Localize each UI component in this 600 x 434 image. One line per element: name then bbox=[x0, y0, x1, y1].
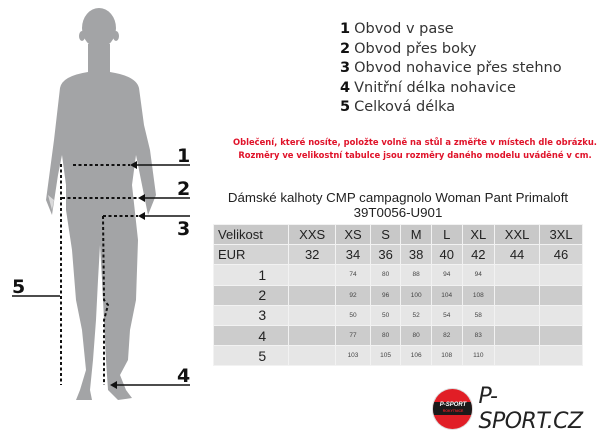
marker-4: 4 bbox=[177, 365, 191, 387]
table-header-row: Velikost XXS XS S M L XL XXL 3XL bbox=[214, 225, 583, 245]
marker-3: 3 bbox=[177, 218, 191, 240]
logo-wordmark: P-SPORT.CZ bbox=[478, 384, 583, 434]
size-table bbox=[213, 224, 583, 366]
female-silhouette-icon bbox=[0, 0, 210, 424]
legend-item: 4 Vnitřní délka nohavice bbox=[340, 79, 516, 96]
table-row: 1 74 80 88 94 94 bbox=[214, 265, 583, 285]
measurement-instructions: Oblečení, které nosíte, položte volně na stůl a změřte v místech dle obrázku. Rozměry ve velikostní tabulce jsou rozměry daného modelu uváděné v cm. bbox=[233, 137, 597, 160]
table-row: 3 50 50 52 54 58 bbox=[214, 305, 583, 325]
legend-item: 3 Obvod nohavice přes stehno bbox=[340, 60, 562, 77]
marker-1: 1 bbox=[177, 145, 191, 167]
table-row: 2 92 96 100 104 108 bbox=[214, 285, 583, 305]
legend-item: 1 Obvod v pase bbox=[340, 21, 454, 37]
measurement-figure bbox=[0, 0, 210, 424]
legend-item: 5 Celková délka bbox=[340, 99, 456, 116]
measurement-legend bbox=[340, 20, 562, 118]
table-row: 4 77 80 80 82 83 bbox=[214, 325, 583, 345]
marker-2: 2 bbox=[177, 178, 191, 200]
table-title: Dámské kalhoty CMP campagnolo Woman Pant Primaloft 39T0056-U901 bbox=[227, 190, 569, 220]
table-row-eur: EUR 32 34 36 38 40 42 44 46 bbox=[214, 245, 583, 265]
p-sport-badge-icon: P-SPORT ROKYTNICE bbox=[433, 389, 472, 429]
table-row: 5 103 105 106 108 110 bbox=[214, 346, 583, 366]
marker-5: 5 bbox=[12, 276, 26, 298]
legend-item: 2 Obvod přes boky bbox=[340, 40, 477, 57]
p-sport-logo bbox=[433, 384, 600, 434]
